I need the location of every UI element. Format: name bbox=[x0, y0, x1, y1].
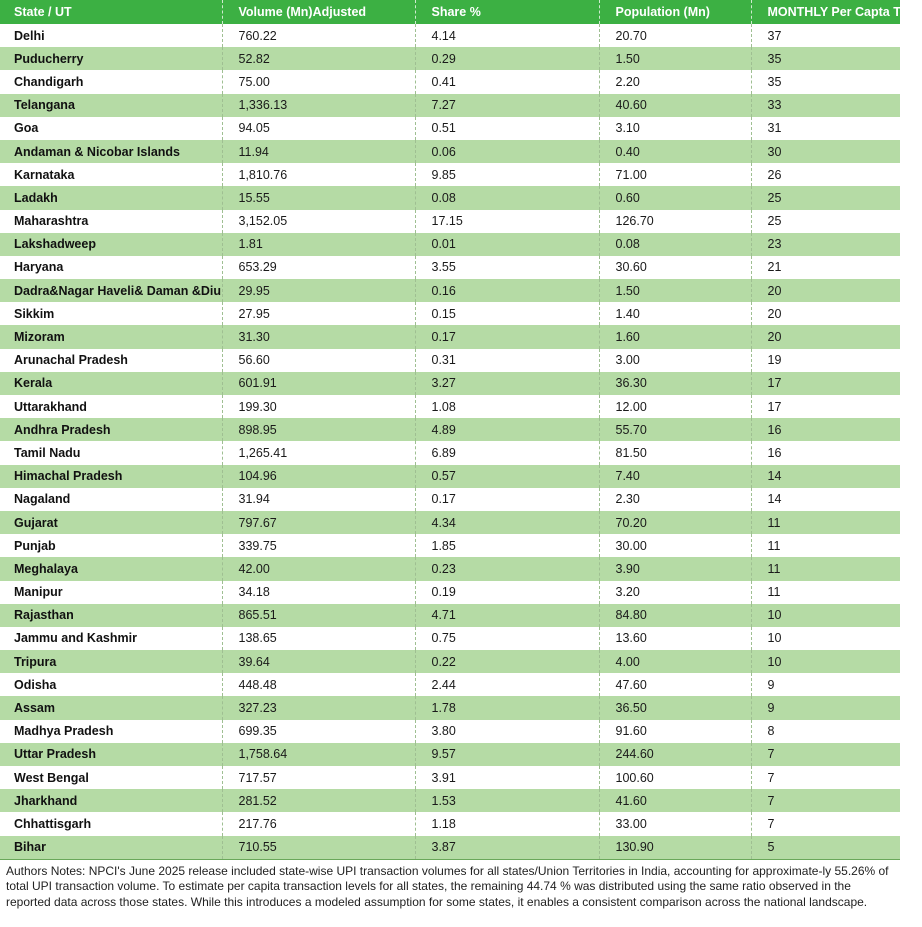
table-row bbox=[0, 325, 900, 348]
population-cell: 0.40 bbox=[599, 140, 751, 163]
share-cell: 3.87 bbox=[415, 836, 599, 859]
state-cell: Jharkhand bbox=[0, 789, 222, 812]
per-capita-cell: 9 bbox=[767, 677, 775, 692]
state-cell: Uttarakhand bbox=[0, 395, 222, 418]
population-cell: 36.50 bbox=[599, 696, 751, 719]
volume-cell: 797.67 bbox=[222, 511, 415, 534]
column-header-share: Share % bbox=[415, 0, 599, 24]
volume-cell: 42.00 bbox=[222, 557, 415, 580]
per-capita-cell: 7 bbox=[767, 793, 775, 808]
per-capita-cell: 16 bbox=[767, 445, 782, 460]
state-cell: Odisha bbox=[0, 673, 222, 696]
population-cell: 81.50 bbox=[599, 441, 751, 464]
share-cell: 3.80 bbox=[415, 720, 599, 743]
volume-cell: 217.76 bbox=[222, 812, 415, 835]
share-cell: 0.41 bbox=[415, 70, 599, 93]
share-cell: 0.51 bbox=[415, 117, 599, 140]
per-capita-cell: 10 bbox=[767, 608, 782, 623]
per-capita-cell: 30 bbox=[767, 144, 782, 159]
table-row bbox=[0, 511, 900, 534]
population-cell: 12.00 bbox=[599, 395, 751, 418]
volume-cell: 34.18 bbox=[222, 581, 415, 604]
volume-cell: 199.30 bbox=[222, 395, 415, 418]
population-cell: 130.90 bbox=[599, 836, 751, 859]
table-row bbox=[0, 117, 900, 140]
share-cell: 0.75 bbox=[415, 627, 599, 650]
per-capita-cell: 25 bbox=[767, 214, 782, 229]
volume-cell: 27.95 bbox=[222, 302, 415, 325]
state-cell: Telangana bbox=[0, 94, 222, 117]
table-row bbox=[0, 581, 900, 604]
table-row bbox=[0, 488, 900, 511]
population-cell: 3.20 bbox=[599, 581, 751, 604]
share-cell: 1.85 bbox=[415, 534, 599, 557]
table-row bbox=[0, 789, 900, 812]
population-cell: 1.50 bbox=[599, 47, 751, 70]
per-capita-cell: 9 bbox=[767, 701, 775, 716]
per-capita-cell: 21 bbox=[767, 260, 782, 275]
state-cell: Dadra&Nagar Haveli& Daman &Diu bbox=[0, 279, 222, 302]
population-cell: 0.08 bbox=[599, 233, 751, 256]
share-cell: 0.01 bbox=[415, 233, 599, 256]
state-cell: Kerala bbox=[0, 372, 222, 395]
volume-cell: 865.51 bbox=[222, 604, 415, 627]
table-row bbox=[0, 557, 900, 580]
state-cell: Goa bbox=[0, 117, 222, 140]
share-cell: 3.55 bbox=[415, 256, 599, 279]
table-row bbox=[0, 163, 900, 186]
volume-cell: 339.75 bbox=[222, 534, 415, 557]
table-row bbox=[0, 349, 900, 372]
population-cell: 20.70 bbox=[599, 24, 751, 47]
share-cell: 0.57 bbox=[415, 465, 599, 488]
volume-cell: 31.94 bbox=[222, 488, 415, 511]
share-cell: 9.85 bbox=[415, 163, 599, 186]
table-row bbox=[0, 47, 900, 70]
state-cell: Uttar Pradesh bbox=[0, 743, 222, 766]
per-capita-cell: 11 bbox=[767, 561, 781, 576]
column-header-state: State / UT bbox=[0, 0, 222, 24]
per-capita-cell: 11 bbox=[767, 515, 781, 530]
volume-cell: 281.52 bbox=[222, 789, 415, 812]
state-cell: Punjab bbox=[0, 534, 222, 557]
population-cell: 30.60 bbox=[599, 256, 751, 279]
volume-cell: 31.30 bbox=[222, 325, 415, 348]
volume-cell: 11.94 bbox=[222, 140, 415, 163]
table-row bbox=[0, 372, 900, 395]
state-cell: Mizoram bbox=[0, 325, 222, 348]
table-row bbox=[0, 70, 900, 93]
column-header-population: Population (Mn) bbox=[599, 0, 751, 24]
state-cell: Himachal Pradesh bbox=[0, 465, 222, 488]
share-cell: 17.15 bbox=[415, 210, 599, 233]
population-cell: 0.60 bbox=[599, 186, 751, 209]
volume-cell: 15.55 bbox=[222, 186, 415, 209]
population-cell: 70.20 bbox=[599, 511, 751, 534]
volume-cell: 104.96 bbox=[222, 465, 415, 488]
table-row bbox=[0, 210, 900, 233]
table-row bbox=[0, 94, 900, 117]
population-cell: 71.00 bbox=[599, 163, 751, 186]
volume-cell: 699.35 bbox=[222, 720, 415, 743]
volume-cell: 653.29 bbox=[222, 256, 415, 279]
share-cell: 0.15 bbox=[415, 302, 599, 325]
population-cell: 2.30 bbox=[599, 488, 751, 511]
population-cell: 1.40 bbox=[599, 302, 751, 325]
share-cell: 6.89 bbox=[415, 441, 599, 464]
population-cell: 33.00 bbox=[599, 812, 751, 835]
per-capita-cell: 11 bbox=[767, 538, 781, 553]
table-row bbox=[0, 418, 900, 441]
state-cell: Nagaland bbox=[0, 488, 222, 511]
state-cell: Tripura bbox=[0, 650, 222, 673]
per-capita-cell: 17 bbox=[767, 399, 782, 414]
volume-cell: 710.55 bbox=[222, 836, 415, 859]
volume-cell: 1,265.41 bbox=[222, 441, 415, 464]
population-cell: 126.70 bbox=[599, 210, 751, 233]
share-cell: 0.29 bbox=[415, 47, 599, 70]
population-cell: 7.40 bbox=[599, 465, 751, 488]
volume-cell: 1,810.76 bbox=[222, 163, 415, 186]
population-cell: 13.60 bbox=[599, 627, 751, 650]
population-cell: 1.50 bbox=[599, 279, 751, 302]
population-cell: 1.60 bbox=[599, 325, 751, 348]
population-cell: 47.60 bbox=[599, 673, 751, 696]
table-row bbox=[0, 696, 900, 719]
table-row bbox=[0, 279, 900, 302]
share-cell: 4.89 bbox=[415, 418, 599, 441]
state-cell: Jammu and Kashmir bbox=[0, 627, 222, 650]
column-header-volume: Volume (Mn)Adjusted bbox=[222, 0, 415, 24]
volume-cell: 601.91 bbox=[222, 372, 415, 395]
table-row bbox=[0, 743, 900, 766]
share-cell: 0.23 bbox=[415, 557, 599, 580]
share-cell: 0.19 bbox=[415, 581, 599, 604]
per-capita-cell: 11 bbox=[767, 585, 781, 600]
table-row bbox=[0, 465, 900, 488]
table-row bbox=[0, 24, 900, 47]
state-cell: West Bengal bbox=[0, 766, 222, 789]
share-cell: 3.27 bbox=[415, 372, 599, 395]
share-cell: 0.17 bbox=[415, 325, 599, 348]
volume-cell: 717.57 bbox=[222, 766, 415, 789]
state-cell: Ladakh bbox=[0, 186, 222, 209]
state-cell: Gujarat bbox=[0, 511, 222, 534]
population-cell: 91.60 bbox=[599, 720, 751, 743]
per-capita-cell: 35 bbox=[767, 51, 782, 66]
share-cell: 0.17 bbox=[415, 488, 599, 511]
state-cell: Andaman & Nicobar Islands bbox=[0, 140, 222, 163]
per-capita-cell: 33 bbox=[767, 98, 782, 113]
population-cell: 36.30 bbox=[599, 372, 751, 395]
authors-notes: Authors Notes: NPCI's June 2025 release included state-wise UPI transaction volumes for all states/Union Territories in India, accounting for approximate-ly 55.26% of total UPI transaction volume. To estimate per capita transaction levels for all states, the remaining 44.74 % was distributed using the same ratio observed in the reported data across those states. While this introduces a modeled assumption for some states, it enables a consistent comparison across the national landscape. bbox=[0, 859, 900, 925]
state-cell: Karnataka bbox=[0, 163, 222, 186]
population-cell: 244.60 bbox=[599, 743, 751, 766]
table-row bbox=[0, 604, 900, 627]
table-row bbox=[0, 534, 900, 557]
state-cell: Arunachal Pradesh bbox=[0, 349, 222, 372]
state-cell: Tamil Nadu bbox=[0, 441, 222, 464]
table-row bbox=[0, 395, 900, 418]
population-cell: 2.20 bbox=[599, 70, 751, 93]
share-cell: 1.08 bbox=[415, 395, 599, 418]
share-cell: 1.53 bbox=[415, 789, 599, 812]
volume-cell: 52.82 bbox=[222, 47, 415, 70]
per-capita-cell: 5 bbox=[767, 840, 775, 855]
volume-cell: 39.64 bbox=[222, 650, 415, 673]
state-cell: Assam bbox=[0, 696, 222, 719]
per-capita-cell: 14 bbox=[767, 469, 782, 484]
table-row bbox=[0, 186, 900, 209]
state-cell: Meghalaya bbox=[0, 557, 222, 580]
per-capita-cell: 35 bbox=[767, 74, 782, 89]
population-cell: 4.00 bbox=[599, 650, 751, 673]
table-row bbox=[0, 836, 900, 859]
table-row bbox=[0, 441, 900, 464]
table-row bbox=[0, 720, 900, 743]
per-capita-cell: 23 bbox=[767, 237, 782, 252]
share-cell: 0.22 bbox=[415, 650, 599, 673]
state-cell: Chandigarh bbox=[0, 70, 222, 93]
per-capita-cell: 20 bbox=[767, 283, 782, 298]
volume-cell: 56.60 bbox=[222, 349, 415, 372]
state-cell: Madhya Pradesh bbox=[0, 720, 222, 743]
per-capita-cell: 10 bbox=[767, 654, 782, 669]
per-capita-cell: 26 bbox=[767, 167, 782, 182]
share-cell: 4.14 bbox=[415, 24, 599, 47]
volume-cell: 1,758.64 bbox=[222, 743, 415, 766]
table-row bbox=[0, 812, 900, 835]
per-capita-cell: 7 bbox=[767, 770, 775, 785]
volume-cell: 898.95 bbox=[222, 418, 415, 441]
share-cell: 3.91 bbox=[415, 766, 599, 789]
state-cell: Sikkim bbox=[0, 302, 222, 325]
table-row bbox=[0, 650, 900, 673]
column-header-per-capita: MONTHLY Per Capta Txns bbox=[767, 5, 922, 19]
state-cell: Rajasthan bbox=[0, 604, 222, 627]
population-cell: 41.60 bbox=[599, 789, 751, 812]
share-cell: 0.31 bbox=[415, 349, 599, 372]
per-capita-cell: 17 bbox=[767, 376, 782, 391]
share-cell: 7.27 bbox=[415, 94, 599, 117]
state-cell: Andhra Pradesh bbox=[0, 418, 222, 441]
volume-cell: 138.65 bbox=[222, 627, 415, 650]
population-cell: 40.60 bbox=[599, 94, 751, 117]
table-row bbox=[0, 233, 900, 256]
state-cell: Bihar bbox=[0, 836, 222, 859]
state-cell: Delhi bbox=[0, 24, 222, 47]
table-row bbox=[0, 673, 900, 696]
per-capita-cell: 37 bbox=[767, 28, 782, 43]
state-cell: Haryana bbox=[0, 256, 222, 279]
population-cell: 3.90 bbox=[599, 557, 751, 580]
volume-cell: 1,336.13 bbox=[222, 94, 415, 117]
header-row bbox=[0, 0, 900, 24]
state-cell: Lakshadweep bbox=[0, 233, 222, 256]
share-cell: 4.71 bbox=[415, 604, 599, 627]
share-cell: 1.18 bbox=[415, 812, 599, 835]
volume-cell: 327.23 bbox=[222, 696, 415, 719]
state-cell: Manipur bbox=[0, 581, 222, 604]
table-row bbox=[0, 766, 900, 789]
population-cell: 55.70 bbox=[599, 418, 751, 441]
per-capita-cell: 7 bbox=[767, 747, 775, 762]
state-cell: Puducherry bbox=[0, 47, 222, 70]
share-cell: 9.57 bbox=[415, 743, 599, 766]
share-cell: 1.78 bbox=[415, 696, 599, 719]
population-cell: 3.10 bbox=[599, 117, 751, 140]
population-cell: 100.60 bbox=[599, 766, 751, 789]
per-capita-cell: 16 bbox=[767, 422, 782, 437]
table-row bbox=[0, 627, 900, 650]
share-cell: 4.34 bbox=[415, 511, 599, 534]
volume-cell: 29.95 bbox=[222, 279, 415, 302]
table-header bbox=[0, 0, 922, 24]
table-row bbox=[0, 256, 900, 279]
volume-cell: 760.22 bbox=[222, 24, 415, 47]
population-cell: 3.00 bbox=[599, 349, 751, 372]
volume-cell: 448.48 bbox=[222, 673, 415, 696]
share-cell: 0.08 bbox=[415, 186, 599, 209]
per-capita-cell: 20 bbox=[767, 306, 782, 321]
state-cell: Maharashtra bbox=[0, 210, 222, 233]
per-capita-cell: 14 bbox=[767, 492, 782, 507]
table-row bbox=[0, 140, 900, 163]
share-cell: 2.44 bbox=[415, 673, 599, 696]
volume-cell: 94.05 bbox=[222, 117, 415, 140]
volume-cell: 75.00 bbox=[222, 70, 415, 93]
table-body bbox=[0, 24, 900, 859]
per-capita-cell: 31 bbox=[767, 121, 782, 136]
per-capita-cell: 19 bbox=[767, 353, 782, 368]
population-cell: 30.00 bbox=[599, 534, 751, 557]
per-capita-cell: 7 bbox=[767, 816, 775, 831]
share-cell: 0.06 bbox=[415, 140, 599, 163]
per-capita-cell: 20 bbox=[767, 330, 782, 345]
per-capita-cell: 8 bbox=[767, 724, 775, 739]
state-cell: Chhattisgarh bbox=[0, 812, 222, 835]
per-capita-cell: 10 bbox=[767, 631, 782, 646]
table-row bbox=[0, 302, 900, 325]
share-cell: 0.16 bbox=[415, 279, 599, 302]
population-cell: 84.80 bbox=[599, 604, 751, 627]
volume-cell: 1.81 bbox=[222, 233, 415, 256]
per-capita-cell: 25 bbox=[767, 190, 782, 205]
volume-cell: 3,152.05 bbox=[222, 210, 415, 233]
